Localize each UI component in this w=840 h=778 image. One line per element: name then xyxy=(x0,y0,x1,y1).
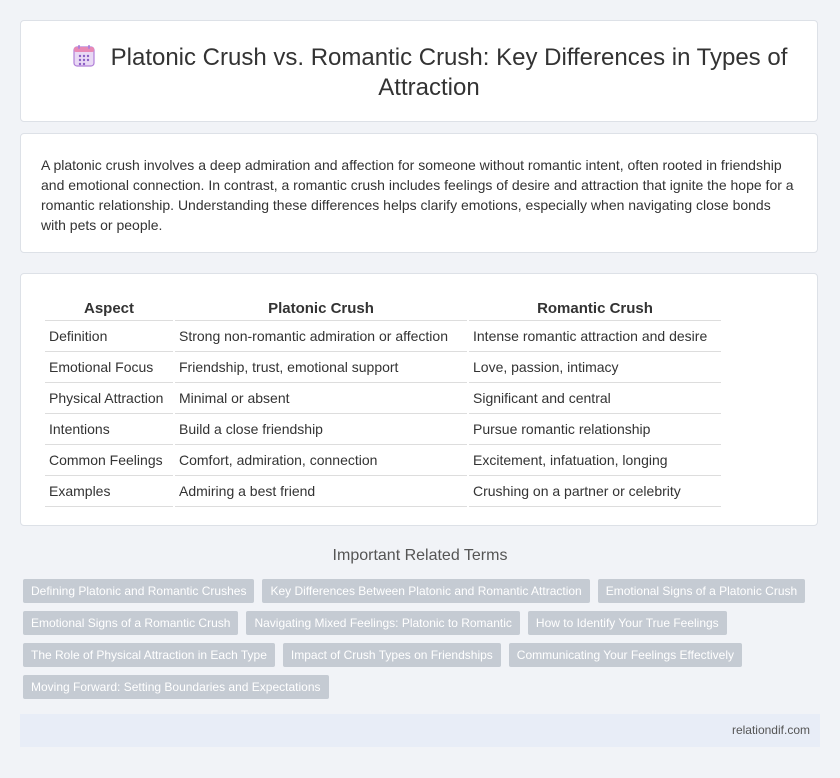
table-row xyxy=(45,321,721,352)
comparison-table xyxy=(43,296,723,507)
related-term-link[interactable]: Defining Platonic and Romantic Crushes xyxy=(23,579,254,603)
table-cell: Minimal or absent xyxy=(175,383,467,414)
table-cell: Comfort, admiration, connection xyxy=(175,445,467,476)
table-cell: Love, passion, intimacy xyxy=(469,352,721,383)
table-cell: Strong non-romantic admiration or affection xyxy=(175,321,467,352)
related-term-link[interactable]: Emotional Signs of a Platonic Crush xyxy=(598,579,805,603)
table-cell: Friendship, trust, emotional support xyxy=(175,352,467,383)
header-aspect: Aspect xyxy=(45,296,173,321)
comparison-card xyxy=(20,273,818,526)
related-term-link[interactable]: Key Differences Between Platonic and Romantic Attraction xyxy=(262,579,589,603)
related-term-link[interactable]: Communicating Your Feelings Effectively xyxy=(509,643,742,667)
table-cell: Excitement, infatuation, longing xyxy=(469,445,721,476)
title-card xyxy=(20,20,818,122)
table-cell: Examples xyxy=(45,476,173,507)
table-header-row xyxy=(45,296,721,321)
footer-bar xyxy=(20,714,820,747)
related-terms-heading: Important Related Terms xyxy=(332,547,508,564)
intro-paragraph: A platonic crush involves a deep admiration and affection for someone without romantic intent, often rooted in friendship and emotional connection. In contrast, a romantic crush includes feelings of desire and attraction that ignite the hope for a romantic relationship. Understanding these differences helps clarify emotions, especially when navigating close bonds with pets or people. xyxy=(41,157,794,233)
table-cell: Significant and central xyxy=(469,383,721,414)
related-term-link[interactable]: Impact of Crush Types on Friendships xyxy=(283,643,501,667)
related-term-link[interactable]: Emotional Signs of a Romantic Crush xyxy=(23,611,238,635)
table-row xyxy=(45,414,721,445)
related-term-link[interactable]: Moving Forward: Setting Boundaries and Expectations xyxy=(23,675,329,699)
table-cell: Build a close friendship xyxy=(175,414,467,445)
related-terms-list xyxy=(23,579,823,707)
table-row xyxy=(45,383,721,414)
table-cell: Crushing on a partner or celebrity xyxy=(469,476,721,507)
related-term-link[interactable]: How to Identify Your True Feelings xyxy=(528,611,727,635)
table-cell: Intentions xyxy=(45,414,173,445)
table-row xyxy=(45,476,721,507)
table-cell: Emotional Focus xyxy=(45,352,173,383)
related-term-link[interactable]: The Role of Physical Attraction in Each Type xyxy=(23,643,275,667)
header-romantic: Romantic Crush xyxy=(469,296,721,321)
table-cell: Common Feelings xyxy=(45,445,173,476)
table-cell: Pursue romantic relationship xyxy=(469,414,721,445)
header-platonic: Platonic Crush xyxy=(175,296,467,321)
table-cell: Physical Attraction xyxy=(45,383,173,414)
page-title: Platonic Crush vs. Romantic Crush: Key Differences in Types of Attraction xyxy=(110,44,788,101)
intro-card xyxy=(20,133,818,253)
footer-site-link[interactable]: relationdif.com xyxy=(731,723,810,737)
table-row xyxy=(45,445,721,476)
table-cell: Admiring a best friend xyxy=(175,476,467,507)
related-term-link[interactable]: Navigating Mixed Feelings: Platonic to Romantic xyxy=(246,611,519,635)
page-title-container xyxy=(61,43,797,103)
table-cell: Definition xyxy=(45,321,173,352)
calendar-icon xyxy=(71,43,97,69)
table-cell: Intense romantic attraction and desire xyxy=(469,321,721,352)
table-row xyxy=(45,352,721,383)
